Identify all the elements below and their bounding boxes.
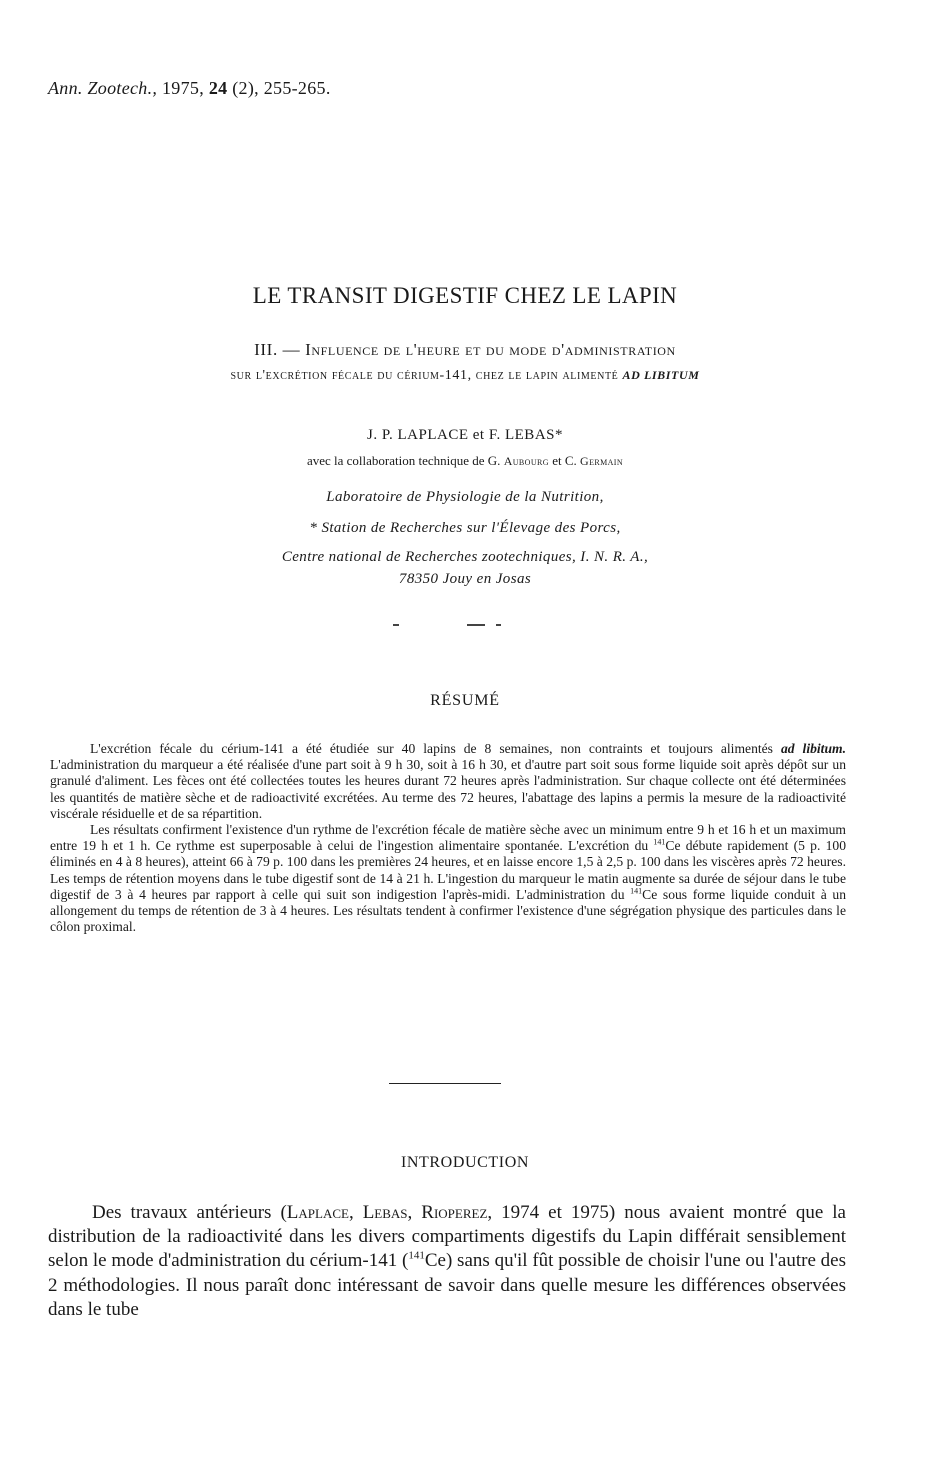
abstract-p1-text-a: L'excrétion fécale du cérium-141 a été étudiée sur 40 lapins de 8 semaines, non contraints et toujours alimentés — [90, 741, 781, 756]
affiliation-line-2: * Station de Recherches sur l'Élevage des Porcs, — [309, 520, 621, 536]
collaboration-line — [0, 453, 930, 469]
affiliation-line-3: Centre national de Recherches zootechniques, I. N. R. A., — [281, 549, 649, 565]
section-divider — [389, 1083, 501, 1084]
journal-citation — [48, 78, 331, 99]
collab-name-2: Germain — [580, 454, 624, 468]
isotope-superscript: 141 — [653, 837, 666, 847]
introduction-heading: INTRODUCTION — [400, 1154, 530, 1171]
paper-title: LE TRANSIT DIGESTIF CHEZ LE LAPIN — [252, 283, 678, 308]
collab-mid: et C. — [548, 453, 580, 468]
paper-subtitle-line2 — [0, 368, 930, 384]
abstract-p2-text-c: Ce sous forme liquide conduit à un allongement du temps de rétention de 3 à 4 heures. Les résultats tendent à confirmer l'existence d'une ségrégation physique des particules dans le côlon proximal. — [50, 886, 846, 935]
affiliation-line-4: 78350 Jouy en Josas — [398, 571, 532, 587]
abstract — [50, 741, 846, 935]
collab-prefix: avec la collaboration technique de G. — [306, 453, 504, 468]
authors: J. P. LAPLACE et F. LEBAS* — [367, 427, 563, 443]
subtitle-line2-text: sur l'excrétion fécale du cérium-141, chez le lapin alimenté — [230, 368, 623, 383]
intro-p1-text-c: Ce) sans qu'il fût possible de choisir l'une ou l'autre des 2 méthodologies. Il nous paraît donc intéressant de savoir dans quelle mesure les différences observées dans le tube — [48, 1250, 846, 1320]
journal-volume: 24 — [208, 78, 228, 98]
abstract-p1-text-b: L'administration du marqueur a été réalisée d'une part soit à 9 h 30, soit à 16 h 30, et d'autre part soit sous forme liquide soit après dépôt sur un granulé d'aliment. Les fèces ont été collectées toutes les heures durant 72 heures après l'administration. Sur chaque collecte ont été déterminées les quantités de matière sèche et de radioactivité excrétées. Au terme des 72 heures, l'abattage des lapins a permis la mesure de la radioactivité viscérale résiduelle et de sa répartition. — [50, 757, 846, 821]
subtitle-line2-italic: AD LIBITUM — [622, 368, 700, 382]
journal-name: Ann. Zootech., — [48, 78, 158, 98]
isotope-superscript: 141 — [630, 886, 643, 896]
abstract-p2-text-a: Les résultats confirment l'existence d'un rythme de l'excrétion fécale de matière sèche avec un minimum entre 9 h et 16 h et un maximum entre 19 h et 1 h. Ce rythme est superposable à celui de l'ingestion alimentaire spontanée. L'excrétion du — [50, 822, 846, 854]
paper-subtitle-line1: III. — Influence de l'heure et du mode d'administration — [254, 340, 676, 359]
resume-heading: RÉSUMÉ — [430, 692, 500, 709]
separator-mark — [496, 624, 501, 626]
separator-mark — [467, 624, 485, 626]
introduction-body — [48, 1201, 846, 1322]
abstract-paragraph-2 — [50, 822, 846, 935]
journal-issue-pages: (2), 255-265. — [232, 78, 331, 98]
intro-p1-text-a: Des travaux antérieurs ( — [92, 1202, 287, 1223]
separator-mark — [393, 624, 399, 626]
introduction-paragraph-1 — [48, 1201, 846, 1322]
intro-p1-text-b: 1974 et 1975) nous avaient montré que la distribution de la radioactivité dans les divers compartiments digestifs du Lapin différait sensiblement selon le mode d'administration du cérium-141 ( — [48, 1202, 846, 1272]
journal-year: 1975, — [162, 78, 204, 98]
affiliation-line-1: Laboratoire de Physiologie de la Nutrition, — [326, 489, 604, 505]
abstract-p2-text-b: Ce débute rapidement (5 p. 100 éliminés en 4 à 8 heures), atteint 66 à 79 p. 100 dans les premières 24 heures, et en laisse encore 1,5 à 2,5 p. 100 dans les viscères après 72 heures. Les temps de rétention moyens dans le tube digestif sont de 14 à 21 h. L'ingestion du marqueur le matin augmente sa durée de séjour dans le tube digestif de 3 à 4 heures par rapport à celle qui suit son indigestion l'après-midi. L'administration du — [50, 838, 846, 902]
abstract-p1-italic: ad libitum. — [780, 741, 846, 756]
intro-reference-authors: Laplace, Lebas, Rioperez, — [286, 1202, 493, 1223]
isotope-superscript: 141 — [408, 1250, 425, 1263]
collab-name-1: Aubourg — [503, 454, 549, 468]
abstract-paragraph-1 — [50, 741, 846, 822]
